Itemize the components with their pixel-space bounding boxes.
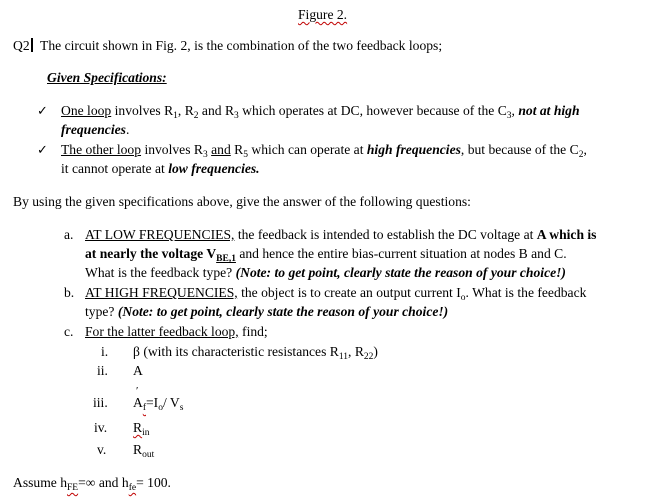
part-a-line-2: at nearly the voltage $V_{BE,1}$ and hence the entire bias-current situation at nodes B and C.	[85, 246, 567, 264]
question-intro-text: The circuit shown in Fig. 2, is the combination of the two feedback loops;	[40, 38, 443, 53]
item-v-text: $R_{out}$	[133, 442, 155, 460]
part-c-line-1: For the latter feedback loop, find;	[85, 324, 268, 339]
part-a-marker: a.	[64, 227, 74, 242]
bullet-1-line-1: One loop involves $R_1$, $R_2$ and $R_3$ which operates at DC, however because of the $C_3$, not at high	[61, 103, 580, 121]
bullet-1-text: involves $R_1$, $R_2$ and $R_3$ which operates at DC, however because of the $C_3$,	[114, 103, 519, 121]
check-icon: ✓	[37, 143, 48, 158]
item-iv-number: iv.	[94, 420, 108, 435]
item-i-number: i.	[101, 344, 109, 359]
item-iv-text: $R_{in}$	[133, 420, 150, 438]
part-b-marker: b.	[64, 285, 75, 300]
item-v-number: v.	[97, 442, 107, 457]
bullet-2-text: involves $R_3$ and $R_5$ which can operate at	[144, 142, 367, 160]
item-i-text: β (with its characteristic resistances $R_{11}$, $R_{22}$)	[133, 344, 378, 362]
part-a-line-3: What is the feedback type? (Note: to get point, clearly state the reason of your choice!)	[85, 265, 566, 280]
item-iii-text: A ′ $_f=I_o/$ $V_s$	[133, 385, 184, 413]
question-intro	[13, 37, 442, 54]
part-a-line-1: AT LOW FREQUENCIES, the feedback is intended to establish the DC voltage at A which is	[85, 227, 597, 242]
bullet-1-line-2: frequencies.	[61, 122, 130, 137]
bullet-2-line-1: The other loop involves $R_3$ and $R_5$ which can operate at high frequencies, but because of the $C_2$,	[61, 142, 587, 160]
bullet-2-line-2: it cannot operate at low frequencies.	[61, 161, 260, 176]
question-label: Q2	[13, 38, 30, 53]
item-ii-text: A	[133, 363, 143, 378]
part-b-line-2: type? (Note: to get point, clearly state the reason of your choice!)	[85, 304, 449, 319]
part-c-marker: c.	[64, 324, 74, 339]
item-iii-number: iii.	[93, 395, 108, 410]
given-heading: Given Specifications:	[47, 70, 167, 85]
check-icon: ✓	[37, 104, 48, 119]
part-b-line-1: AT HIGH FREQUENCIES, the object is to create an output current $I_o$. What is the feedback	[85, 285, 587, 303]
item-ii-number: ii.	[97, 363, 108, 378]
figure-title: Figure 2.	[298, 7, 348, 22]
instruction: By using the given specifications above, give the answer of the following questions:	[13, 194, 471, 209]
assume-line: Assume $h_{FE}=\infty$ and $h_{fe}= 100$.	[13, 475, 171, 493]
text-cursor	[31, 38, 33, 52]
